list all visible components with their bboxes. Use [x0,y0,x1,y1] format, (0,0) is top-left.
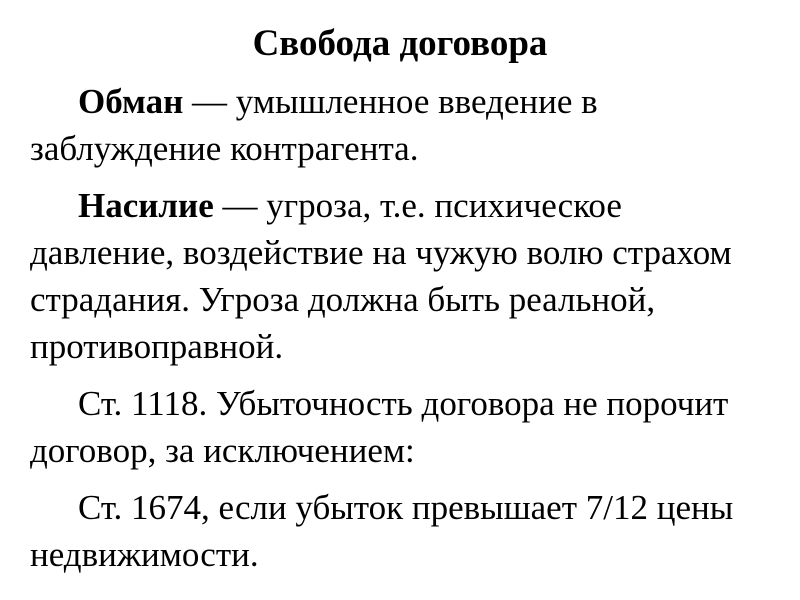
paragraph-fraud [30,78,760,172]
definition-violence: — угроза, т.е. психическое давление, воздействие на чужую волю страхом страдания. Угроза должна быть реальной, противоправной. [30,186,732,366]
term-violence: Насилие [78,186,214,225]
article-1118-text: Ст. 1118. Убыточность договора не порочит договор, за исключением: [30,384,729,470]
paragraph-article-1118 [30,380,760,474]
paragraph-violence [30,182,760,370]
slide-title: Свобода договора [252,23,548,64]
term-fraud: Обман [78,82,184,121]
paragraph-article-1674 [30,484,760,578]
article-1674-text: Ст. 1674, если убыток превышает 7/12 цены недвижимости. [30,488,734,574]
definition-fraud: — умышленное введение в заблуждение контрагента. [30,82,598,168]
